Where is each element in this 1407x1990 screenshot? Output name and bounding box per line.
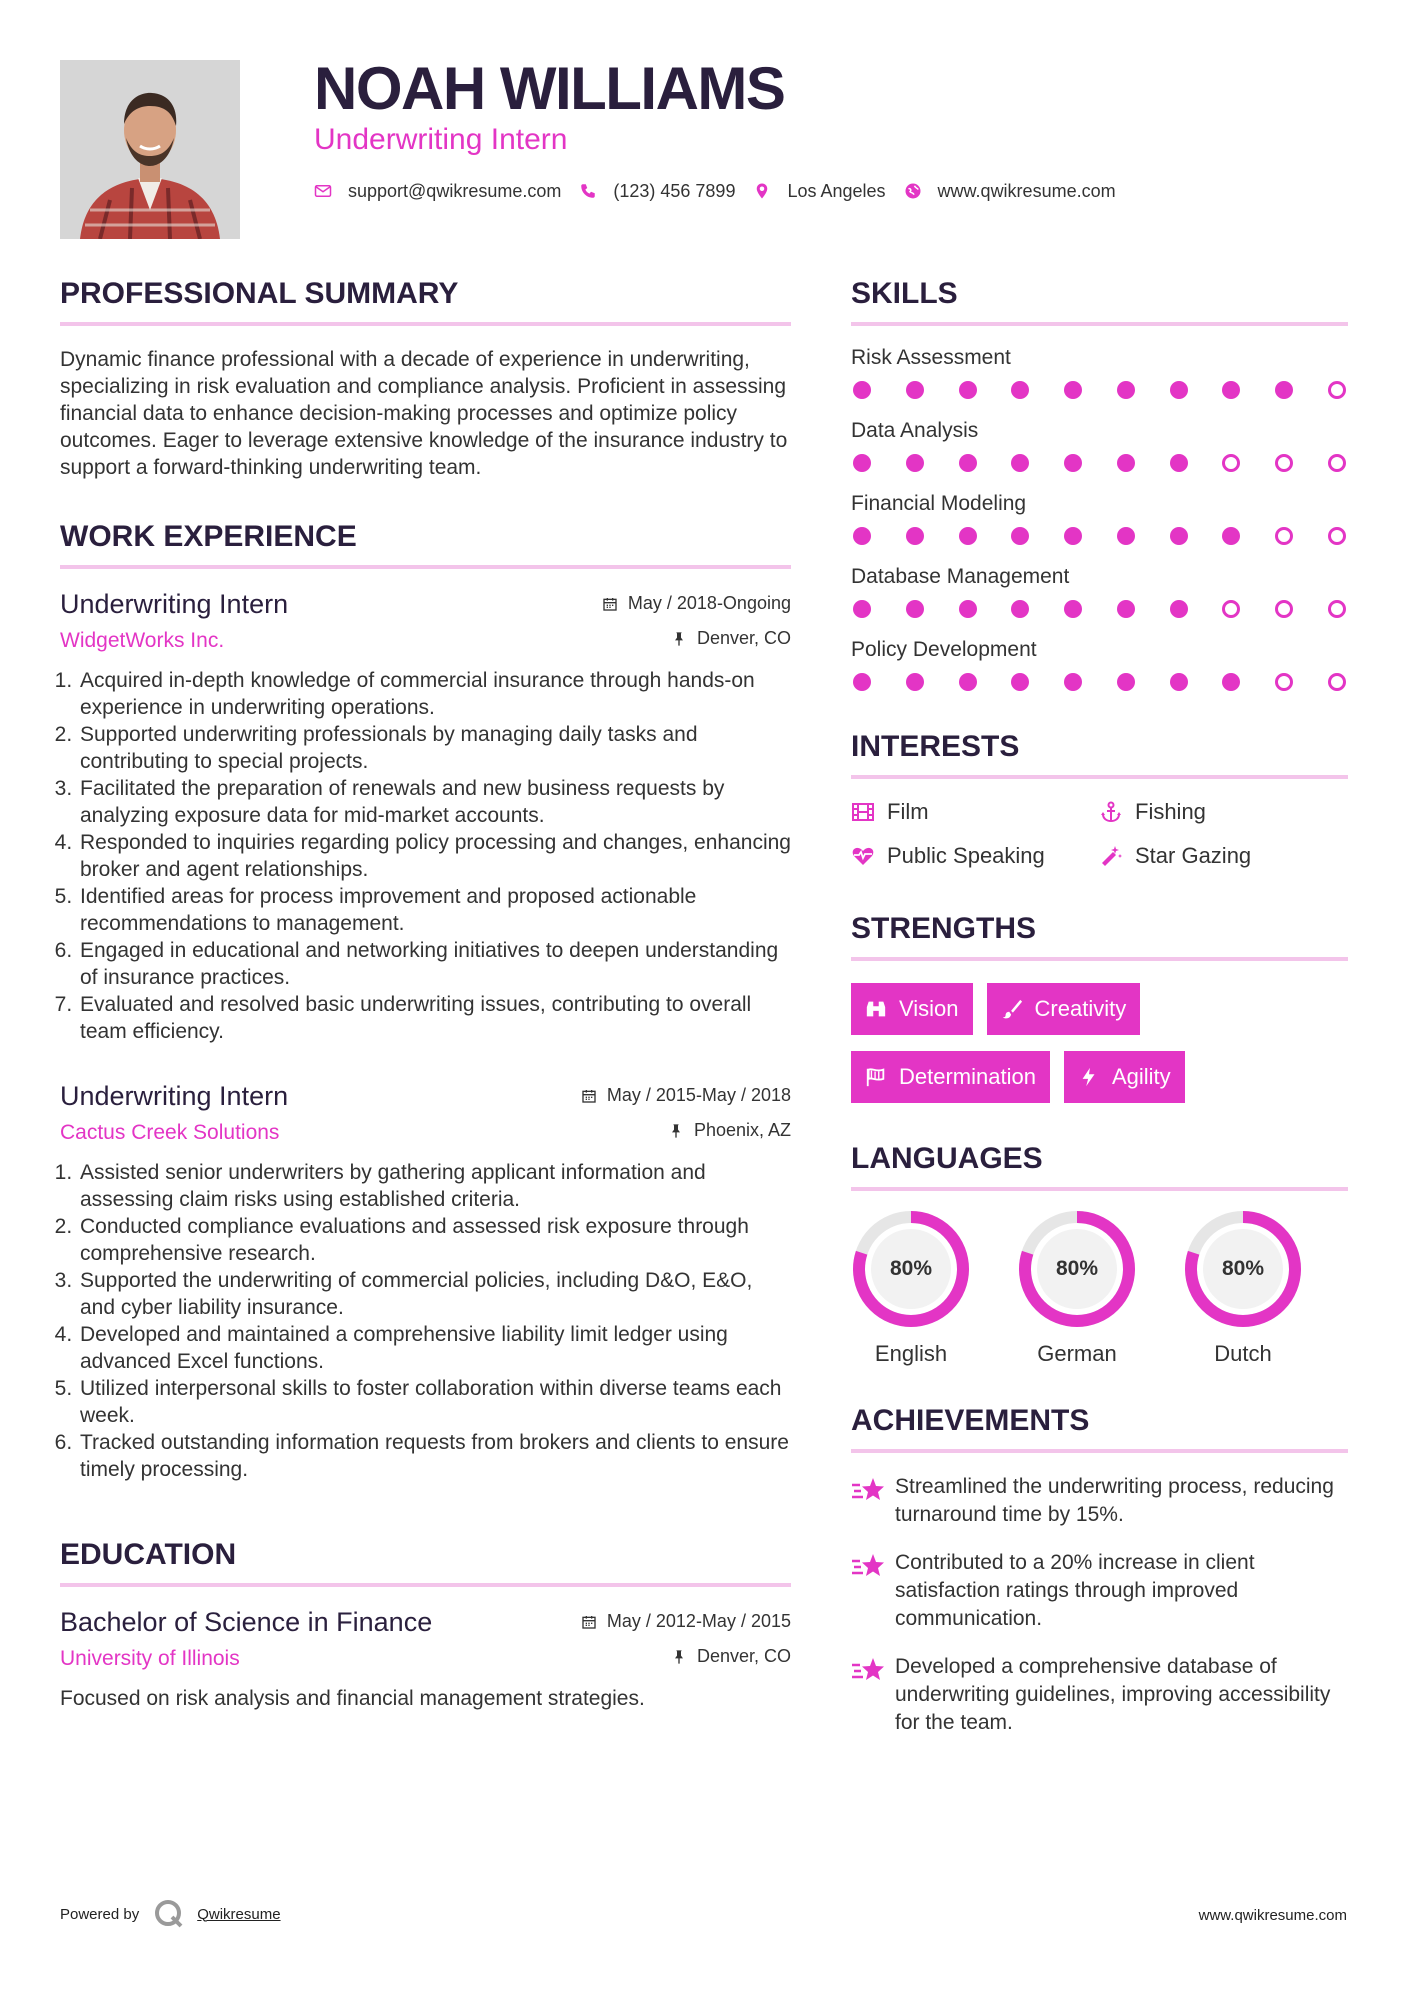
job-title: Underwriting Intern bbox=[60, 1081, 289, 1111]
calendar-icon bbox=[581, 1088, 597, 1104]
skill-name: Financial Modeling bbox=[851, 492, 1027, 515]
contact-email-text: support@qwikresume.com bbox=[348, 180, 562, 201]
interest-label: Star Gazing bbox=[1135, 843, 1252, 868]
skill-dot-filled bbox=[959, 381, 977, 399]
education-date bbox=[581, 1611, 791, 1632]
skill-dot-filled bbox=[1170, 381, 1188, 399]
shooting-star-icon bbox=[851, 1475, 885, 1505]
profile-photo-illustration bbox=[60, 60, 240, 239]
skill-dot-filled bbox=[906, 673, 924, 691]
skill-dot-filled bbox=[1064, 600, 1082, 618]
job-entry bbox=[60, 587, 791, 1045]
interests-list bbox=[851, 799, 1348, 869]
achievement-item bbox=[851, 1653, 1348, 1737]
profile-photo bbox=[60, 60, 240, 239]
languages-section bbox=[851, 1141, 1348, 1367]
job-date bbox=[602, 593, 791, 614]
skill-dot-empty bbox=[1328, 600, 1346, 618]
strengths-section bbox=[851, 911, 1348, 1111]
experience-title: WORK EXPERIENCE bbox=[60, 520, 357, 553]
job-bullet: 6. Tracked outstanding information requests from brokers and clients to ensure timely processing. bbox=[78, 1429, 791, 1483]
job-bullet: 7. Evaluated and resolved basic underwriting issues, contributing to overall team efficiency. bbox=[78, 991, 791, 1045]
candidate-name: NOAH WILLIAMS bbox=[314, 55, 785, 122]
qwikresume-logo-icon bbox=[153, 1898, 185, 1930]
skills-list bbox=[851, 344, 1348, 691]
powered-by-text: Powered by bbox=[60, 1905, 140, 1923]
shooting-star-icon bbox=[851, 1551, 885, 1581]
skill-dot-filled bbox=[959, 673, 977, 691]
achievements-section bbox=[851, 1403, 1348, 1737]
skill-dot-filled bbox=[853, 600, 871, 618]
skill-dot-empty bbox=[1222, 600, 1240, 618]
summary-title: PROFESSIONAL SUMMARY bbox=[60, 277, 459, 310]
contact-website[interactable] bbox=[904, 181, 1116, 202]
right-column bbox=[851, 276, 1348, 1737]
section-divider bbox=[851, 1187, 1348, 1191]
languages-list bbox=[851, 1209, 1348, 1367]
skill-dot-empty bbox=[1275, 527, 1293, 545]
job-company: WidgetWorks Inc. bbox=[60, 629, 225, 652]
section-divider bbox=[851, 1449, 1348, 1453]
language-name: English bbox=[874, 1341, 948, 1366]
job-bullet: 5. Utilized interpersonal skills to foster collaboration within diverse teams each week. bbox=[78, 1375, 791, 1429]
interest-label: Fishing bbox=[1135, 799, 1206, 824]
skill-dot-filled bbox=[1064, 673, 1082, 691]
paintbrush-icon bbox=[1001, 998, 1023, 1020]
education-section bbox=[60, 1537, 791, 1712]
brand-link[interactable]: Qwikresume bbox=[197, 1905, 281, 1923]
job-date-text: May / 2015-May / 2018 bbox=[606, 1085, 791, 1105]
calendar-icon bbox=[602, 596, 618, 612]
skill-dot-filled bbox=[1170, 527, 1188, 545]
interest-label: Public Speaking bbox=[887, 843, 1045, 868]
languages-title: LANGUAGES bbox=[851, 1142, 1043, 1175]
skill-name: Data Analysis bbox=[851, 419, 979, 442]
achievement-text: Streamlined the underwriting process, reducing turnaround time by 15%. bbox=[895, 1475, 1334, 1526]
skill-dot-filled bbox=[1222, 381, 1240, 399]
skill-dot-empty bbox=[1328, 527, 1346, 545]
skill-dot-filled bbox=[1117, 527, 1135, 545]
achievements-title: ACHIEVEMENTS bbox=[851, 1404, 1090, 1437]
language-name: German bbox=[1037, 1341, 1117, 1366]
skill-dot-filled bbox=[853, 527, 871, 545]
skill-dot-filled bbox=[853, 454, 871, 472]
skills-title: SKILLS bbox=[851, 277, 958, 310]
skill-dot-empty bbox=[1275, 673, 1293, 691]
skill-rating bbox=[851, 527, 1348, 545]
education-date-text: May / 2012-May / 2015 bbox=[606, 1611, 791, 1631]
skill-dot-filled bbox=[906, 527, 924, 545]
candidate-role: Underwriting Intern bbox=[314, 123, 568, 156]
job-location-text: Denver, CO bbox=[696, 628, 791, 648]
skill-rating bbox=[851, 673, 1348, 691]
skill-dot-filled bbox=[959, 454, 977, 472]
skill-dot-filled bbox=[1117, 381, 1135, 399]
education-title: EDUCATION bbox=[60, 1538, 237, 1571]
flag-icon bbox=[865, 1066, 887, 1088]
job-bullet: 4. Developed and maintained a comprehensive liability limit ledger using advanced Excel functions. bbox=[78, 1321, 791, 1375]
contact-location-text: Los Angeles bbox=[787, 180, 886, 201]
globe-icon bbox=[904, 182, 922, 200]
interest-item bbox=[1099, 799, 1347, 825]
strength-label: Agility bbox=[1111, 1064, 1171, 1089]
film-icon bbox=[851, 800, 875, 824]
language-item bbox=[1017, 1209, 1137, 1367]
job-location bbox=[668, 1120, 791, 1141]
interest-item bbox=[1099, 843, 1347, 869]
skill-rating bbox=[851, 454, 1348, 472]
interest-item bbox=[851, 799, 1099, 825]
job-bullet: 3. Facilitated the preparation of renewals and new business requests by analyzing exposure data for mid-market accounts. bbox=[78, 775, 791, 829]
interest-item bbox=[851, 843, 1099, 869]
phone-icon bbox=[579, 182, 597, 200]
achievement-text: Developed a comprehensive database of underwriting guidelines, improving accessibility for the team. bbox=[895, 1655, 1331, 1734]
language-percent: 80% bbox=[1055, 1257, 1099, 1280]
envelope-icon bbox=[314, 182, 332, 200]
heartbeat-icon bbox=[851, 844, 875, 868]
strengths-title: STRENGTHS bbox=[851, 912, 1037, 945]
section-divider bbox=[851, 775, 1348, 779]
job-title: Underwriting Intern bbox=[60, 589, 289, 619]
skill-item bbox=[851, 344, 1348, 399]
skill-dot-filled bbox=[1011, 454, 1029, 472]
language-ring bbox=[851, 1209, 971, 1329]
skill-dot-filled bbox=[1117, 454, 1135, 472]
skill-name: Risk Assessment bbox=[851, 346, 1011, 369]
skill-dot-filled bbox=[1011, 381, 1029, 399]
job-bullet: 2. Conducted compliance evaluations and assessed risk exposure through comprehensive research. bbox=[78, 1213, 791, 1267]
skill-dot-filled bbox=[1011, 600, 1029, 618]
strength-badge bbox=[1064, 1051, 1185, 1103]
strength-label: Determination bbox=[899, 1064, 1036, 1089]
anchor-icon bbox=[1099, 800, 1123, 824]
skill-dot-filled bbox=[1064, 454, 1082, 472]
skill-item bbox=[851, 490, 1348, 545]
contact-phone[interactable] bbox=[579, 181, 735, 202]
summary-section bbox=[60, 276, 791, 481]
summary-text: Dynamic finance professional with a decade of experience in underwriting, specializing in risk evaluation and compliance analysis. Proficient in assessing financial data to enhance decision-making processes and optimize policy outcomes. Eager to leverage extensive knowledge of the insurance industry to support a forward-thinking underwriting team. bbox=[60, 348, 788, 479]
section-divider bbox=[60, 565, 791, 569]
section-divider bbox=[60, 322, 791, 326]
skill-dot-filled bbox=[1117, 673, 1135, 691]
map-pin-icon bbox=[753, 182, 771, 200]
magic-wand-icon bbox=[1099, 844, 1123, 868]
skill-dot-filled bbox=[1064, 381, 1082, 399]
section-divider bbox=[60, 1583, 791, 1587]
skills-section bbox=[851, 276, 1348, 691]
job-bullet: 1. Acquired in-depth knowledge of commercial insurance through hands-on experience in underwriting operations. bbox=[78, 667, 791, 721]
pushpin-icon bbox=[671, 1649, 687, 1665]
language-percent: 80% bbox=[889, 1257, 933, 1280]
interests-section bbox=[851, 729, 1348, 869]
achievement-text: Contributed to a 20% increase in client satisfaction ratings through improved communication. bbox=[895, 1551, 1255, 1630]
pushpin-icon bbox=[671, 631, 687, 647]
skill-dot-filled bbox=[1117, 600, 1135, 618]
job-date-text: May / 2018-Ongoing bbox=[627, 593, 791, 613]
skill-dot-filled bbox=[853, 381, 871, 399]
skill-dot-filled bbox=[1170, 673, 1188, 691]
skill-dot-filled bbox=[959, 600, 977, 618]
skill-dot-filled bbox=[906, 381, 924, 399]
school-name: University of Illinois bbox=[60, 1647, 240, 1670]
achievement-item bbox=[851, 1549, 1348, 1633]
language-item bbox=[851, 1209, 971, 1367]
skill-dot-filled bbox=[1170, 600, 1188, 618]
skill-dot-filled bbox=[959, 527, 977, 545]
skill-dot-empty bbox=[1328, 673, 1346, 691]
skill-dot-filled bbox=[1011, 527, 1029, 545]
language-ring bbox=[1017, 1209, 1137, 1329]
job-bullet: 4. Responded to inquiries regarding policy processing and changes, enhancing broker and agent relationships. bbox=[78, 829, 791, 883]
section-divider bbox=[851, 322, 1348, 326]
job-bullet: 3. Supported the underwriting of commercial policies, including D&O, E&O, and cyber liability insurance. bbox=[78, 1267, 791, 1321]
language-ring bbox=[1183, 1209, 1303, 1329]
job-date bbox=[581, 1085, 791, 1106]
education-location-text: Denver, CO bbox=[696, 1646, 791, 1666]
job-bullet: 1. Assisted senior underwriters by gathering applicant information and assessing claim risks using established criteria. bbox=[78, 1159, 791, 1213]
contact-phone-text: (123) 456 7899 bbox=[613, 180, 736, 201]
job-location-text: Phoenix, AZ bbox=[693, 1120, 791, 1140]
job-location bbox=[671, 628, 791, 649]
contact-location bbox=[753, 181, 885, 202]
skill-item bbox=[851, 417, 1348, 472]
contact-email[interactable] bbox=[314, 181, 561, 202]
job-bullet: 5. Identified areas for process improvement and proposed actionable recommendations to management. bbox=[78, 883, 791, 937]
shooting-star-icon bbox=[851, 1655, 885, 1685]
strengths-list bbox=[851, 975, 1348, 1111]
contact-website-text: www.qwikresume.com bbox=[937, 180, 1116, 201]
skill-rating bbox=[851, 381, 1348, 399]
skill-dot-filled bbox=[906, 454, 924, 472]
footer-url[interactable]: www.qwikresume.com bbox=[1198, 1907, 1347, 1924]
skill-item bbox=[851, 636, 1348, 691]
skill-dot-filled bbox=[1222, 527, 1240, 545]
skill-dot-empty bbox=[1275, 454, 1293, 472]
interests-title: INTERESTS bbox=[851, 730, 1020, 763]
skill-dot-filled bbox=[1064, 527, 1082, 545]
interest-label: Film bbox=[887, 799, 929, 824]
skill-dot-filled bbox=[1222, 673, 1240, 691]
strength-badge bbox=[987, 983, 1141, 1035]
language-item bbox=[1183, 1209, 1303, 1367]
achievement-item bbox=[851, 1473, 1348, 1529]
skill-item bbox=[851, 563, 1348, 618]
skill-dot-empty bbox=[1275, 600, 1293, 618]
education-entry bbox=[60, 1605, 791, 1712]
strength-label: Creativity bbox=[1034, 996, 1127, 1021]
calendar-icon bbox=[581, 1614, 597, 1630]
footer-powered-by bbox=[60, 1898, 281, 1930]
job-company: Cactus Creek Solutions bbox=[60, 1121, 280, 1144]
experience-section bbox=[60, 519, 791, 1483]
skill-dot-filled bbox=[906, 600, 924, 618]
skill-name: Database Management bbox=[851, 565, 1070, 588]
strength-badge bbox=[851, 1051, 1050, 1103]
skill-dot-empty bbox=[1328, 381, 1346, 399]
section-divider bbox=[851, 957, 1348, 961]
job-entry bbox=[60, 1079, 791, 1483]
strength-badge bbox=[851, 983, 973, 1035]
binoculars-icon bbox=[865, 998, 887, 1020]
education-location bbox=[671, 1646, 791, 1667]
skill-name: Policy Development bbox=[851, 638, 1037, 661]
job-bullet: 2. Supported underwriting professionals by managing daily tasks and contributing to special projects. bbox=[78, 721, 791, 775]
skill-rating bbox=[851, 600, 1348, 618]
skill-dot-filled bbox=[1011, 673, 1029, 691]
pushpin-icon bbox=[668, 1123, 684, 1139]
job-bullet: 6. Engaged in educational and networking initiatives to deepen understanding of insurance practices. bbox=[78, 937, 791, 991]
language-name: Dutch bbox=[1214, 1341, 1272, 1366]
contact-bar bbox=[314, 176, 1134, 206]
strength-label: Vision bbox=[899, 996, 959, 1021]
lightning-icon bbox=[1078, 1066, 1100, 1088]
skill-dot-empty bbox=[1222, 454, 1240, 472]
job-bullets bbox=[60, 667, 791, 1045]
skill-dot-empty bbox=[1328, 454, 1346, 472]
education-description: Focused on risk analysis and financial management strategies. bbox=[60, 1687, 645, 1710]
skill-dot-filled bbox=[1275, 381, 1293, 399]
degree-title: Bachelor of Science in Finance bbox=[60, 1607, 433, 1637]
job-bullets bbox=[60, 1159, 791, 1483]
skill-dot-filled bbox=[1170, 454, 1188, 472]
skill-dot-filled bbox=[853, 673, 871, 691]
language-percent: 80% bbox=[1221, 1257, 1265, 1280]
left-column bbox=[60, 276, 791, 1712]
